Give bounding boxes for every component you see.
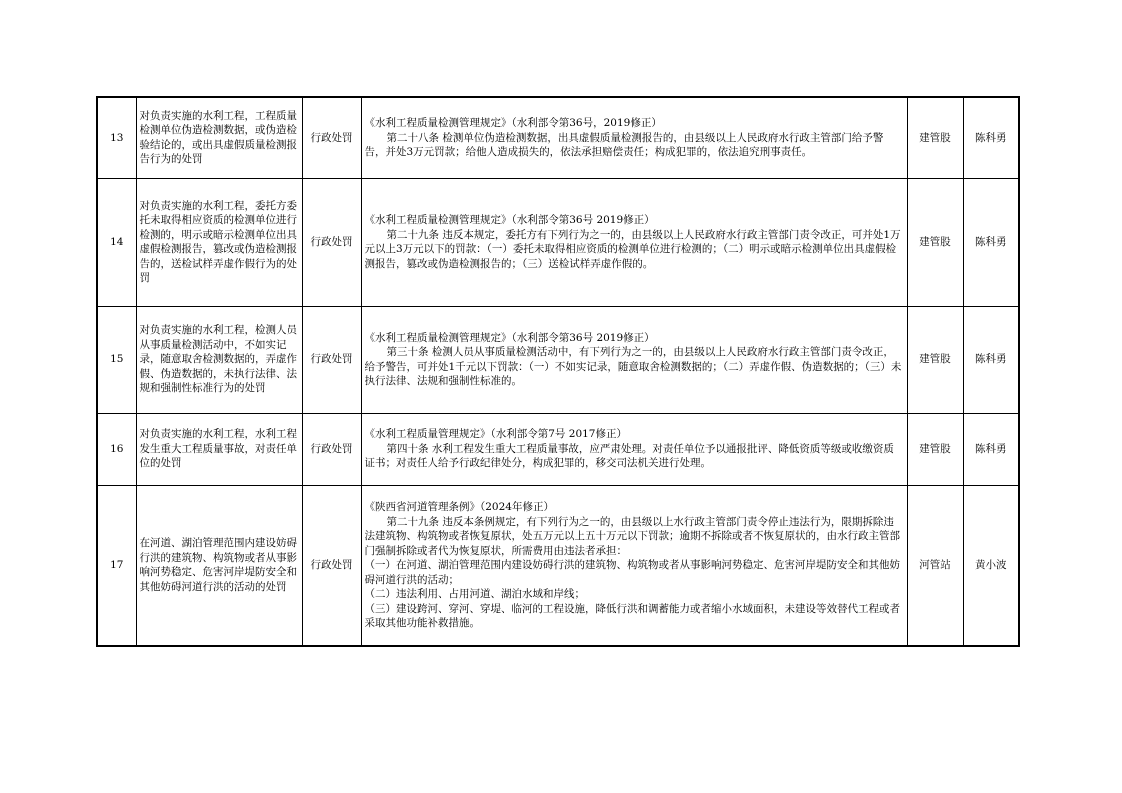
legal-basis: [361, 97, 907, 178]
penalty-item: 对负责实施的水利工程，水利工程发生重大工程质量事故，对责任单位的处罚: [136, 413, 302, 485]
penalty-type: 行政处罚: [302, 97, 361, 178]
table-row: [97, 306, 1019, 413]
responsible-person: 陈科勇: [963, 306, 1019, 413]
responsible-person: 陈科勇: [963, 97, 1019, 178]
regulation-title: 《陕西省河道管理条例》（2024年修正）: [364, 501, 554, 513]
article-text: 第二十九条 违反本规定，委托方有下列行为之一的，由县级以上人民政府水行政主管部门责令改正，可并处1万元以上3万元以下的罚款：（一）委托未取得相应资质的检测单位进行检测的；（二）明示或暗示检测单位出具虚假检测报告，篡改或伪造检测报告的；（三）送检试样弄虚作假的。: [364, 228, 901, 270]
article-text: 第三十条 检测人员从事质量检测活动中，有下列行为之一的，由县级以上人民政府水行政主管部门责令改正，给予警告，可并处1千元以下罚款：（一）不如实记录，随意取舍检测数据的；（二）弄虚作假、伪造数据的；（三）未执行法律、法规和强制性标准的。: [364, 346, 902, 387]
penalty-item: 对负责实施的水利工程，工程质量检测单位伪造检测数据，或伪造检验结论的，或出具虚假质量检测报告行为的处罚: [136, 97, 302, 178]
regulation-title: 《水利工程质量检测管理规定》（水利部令第36号 2019修正）: [364, 214, 655, 226]
table-body: [97, 97, 1019, 646]
table-row: [97, 97, 1019, 178]
penalty-type: 行政处罚: [302, 485, 361, 646]
penalty-list-table: [96, 96, 1020, 647]
article-text: 第二十八条 检测单位伪造检测数据，出具虚假质量检测报告的，由县级以上人民政府水行政主管部门给予警告，并处3万元罚款；给他人造成损失的，依法承担赔偿责任；构成犯罪的，依法追究刑事责任。: [364, 131, 884, 158]
regulation-title: 《水利工程质量管理规定》（水利部令第7号 2017修正）: [364, 428, 627, 441]
responsible-department: 建管股: [907, 178, 963, 306]
article-text: 第二十九条 违反本条例规定，有下列行为之一的，由县级以上水行政主管部门责令停止违法行为，限期拆除违法建筑物、构筑物或者恢复原状，处五万元以上五十万元以下罚款；逾期不拆除或者不恢复原状的，由水行政主管部门强制拆除或者代为恢复原状，所需费用由违法者承担：: [364, 515, 900, 557]
responsible-department: 建管股: [907, 413, 963, 485]
regulation-title: 《水利工程质量检测管理规定》（水利部令第36号 2019修正）: [364, 331, 655, 344]
article-text: （二）违法利用、占用河道、湖泊水域和岸线；: [364, 588, 585, 600]
legal-basis: [361, 306, 907, 413]
legal-basis: [361, 413, 907, 485]
legal-basis: [361, 178, 907, 306]
row-number: 17: [97, 485, 136, 646]
row-number: 14: [97, 178, 136, 306]
responsible-department: 建管股: [907, 306, 963, 413]
penalty-type: 行政处罚: [302, 306, 361, 413]
row-number: 16: [97, 413, 136, 485]
article-text: （一）在河道、湖泊管理范围内建设妨碍行洪的建筑物、构筑物或者从事影响河势稳定、危害河岸堤防安全和其他妨碍河道行洪的活动；: [364, 559, 900, 586]
table-row: [97, 178, 1019, 306]
penalty-item: 对负责实施的水利工程，检测人员从事质量检测活动中，不如实记录，随意取舍检测数据的，弄虚作假、伪造数据的，未执行法律、法规和强制性标准行为的处罚: [136, 306, 302, 413]
row-number: 13: [97, 97, 136, 178]
penalty-item: 对负责实施的水利工程，委托方委托未取得相应资质的检测单位进行检测的，明示或暗示检测单位出具虚假检测报告，篡改或伪造检测报告的，送检试样弄虚作假行为的处罚: [136, 178, 302, 306]
row-number: 15: [97, 306, 136, 413]
responsible-person: 陈科勇: [963, 178, 1019, 306]
responsible-person: 陈科勇: [963, 413, 1019, 485]
regulation-title: 《水利工程质量检测管理规定》（水利部令第36号，2019修正）: [364, 117, 662, 129]
responsible-department: 河管站: [907, 485, 963, 646]
penalty-item: 在河道、湖泊管理范围内建设妨碍行洪的建筑物、构筑物或者从事影响河势稳定、危害河岸堤防安全和其他妨碍河道行洪的活动的处罚: [136, 485, 302, 646]
penalty-type: 行政处罚: [302, 178, 361, 306]
article-text: 第四十条 水利工程发生重大工程质量事故，应严肃处理。对责任单位予以通报批评、降低资质等级或收缴资质证书；对责任人给予行政纪律处分，构成犯罪的，移交司法机关进行处理。: [364, 442, 894, 470]
penalty-type: 行政处罚: [302, 413, 361, 485]
table-row: [97, 413, 1019, 485]
article-text: （三）建设跨河、穿河、穿堤、临河的工程设施，降低行洪和调蓄能力或者缩小水域面积，未建设等效替代工程或者采取其他功能补救措施。: [364, 602, 900, 629]
responsible-department: 建管股: [907, 97, 963, 178]
legal-basis: [361, 485, 907, 646]
responsible-person: 黄小波: [963, 485, 1019, 646]
table-row: [97, 485, 1019, 646]
